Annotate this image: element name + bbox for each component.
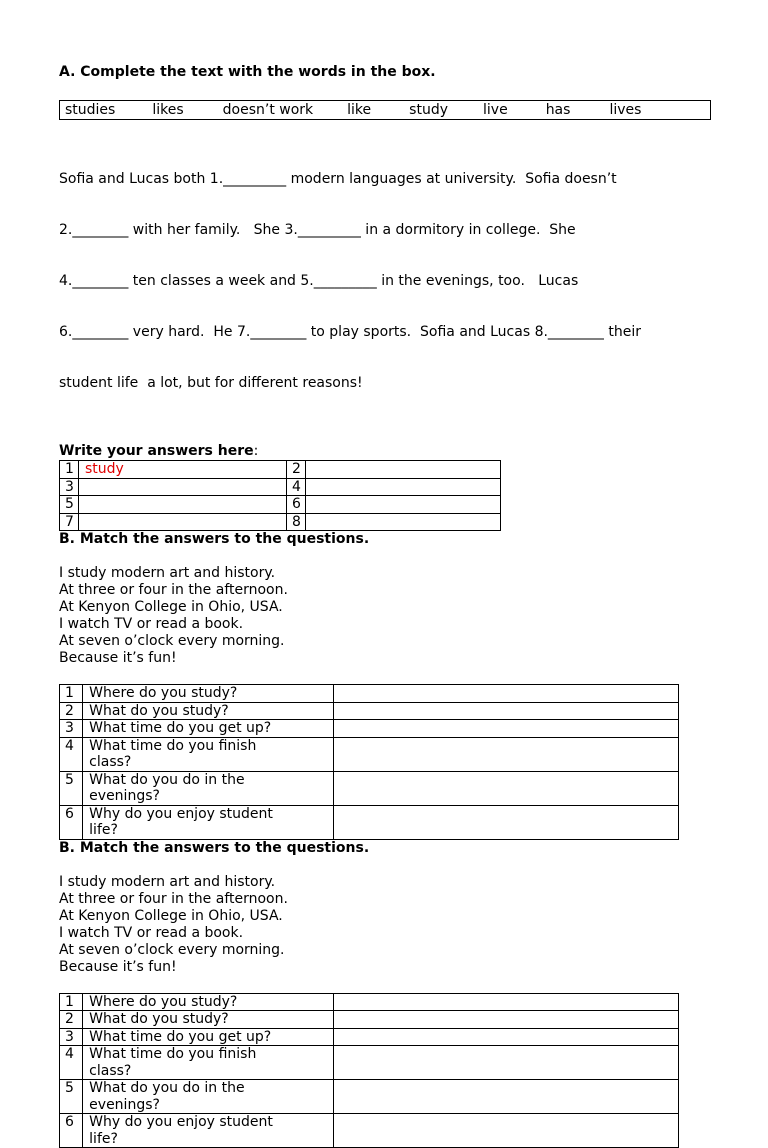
word: likes: [152, 102, 183, 118]
question-number: 2: [60, 1011, 83, 1029]
list-item: At seven o’clock every morning.: [59, 942, 719, 959]
answer-cell[interactable]: [334, 805, 679, 839]
list-item: At Kenyon College in Ohio, USA.: [59, 908, 719, 925]
question-cell: What do you study?: [83, 1011, 334, 1029]
answer-number: 5: [60, 496, 79, 514]
list-item: I study modern art and history.: [59, 565, 719, 582]
list-item: I watch TV or read a book.: [59, 616, 719, 633]
text-line: 2.________ with her family. She 3._________ in a dormitory in college. She: [59, 222, 719, 239]
question-number: 4: [60, 737, 83, 771]
answer-cell[interactable]: [334, 702, 679, 720]
question-number: 1: [60, 993, 83, 1011]
list-item: At Kenyon College in Ohio, USA.: [59, 599, 719, 616]
text-line: Sofia and Lucas both 1._________ modern languages at university. Sofia doesn’t: [59, 171, 719, 188]
word: doesn’t work: [223, 102, 314, 118]
question-cell: What do you study?: [83, 702, 334, 720]
section-a-heading: A. Complete the text with the words in the box.: [59, 64, 719, 81]
question-number: 3: [60, 720, 83, 738]
word: has: [546, 102, 571, 118]
question-number: 2: [60, 702, 83, 720]
list-item: At three or four in the afternoon.: [59, 582, 719, 599]
answer-number: 2: [287, 461, 306, 479]
answer-number: 1: [60, 461, 79, 479]
text-line: 4.________ ten classes a week and 5._________ in the evenings, too. Lucas: [59, 273, 719, 290]
table-row: [60, 993, 679, 1011]
answer-cell[interactable]: [334, 1114, 679, 1148]
answer-cell[interactable]: [334, 737, 679, 771]
question-number: 5: [60, 1080, 83, 1114]
answer-cell[interactable]: [334, 1046, 679, 1080]
answer-cell[interactable]: [306, 478, 501, 496]
table-row: [60, 1028, 679, 1046]
question-number: 6: [60, 1114, 83, 1148]
table-row: [60, 805, 679, 839]
answer-cell[interactable]: [79, 496, 287, 514]
section-b-heading: B. Match the answers to the questions.: [59, 531, 719, 548]
answer-list: [59, 874, 719, 976]
table-row: [60, 496, 501, 514]
answers-label: Write your answers here:: [59, 443, 719, 460]
question-number: 3: [60, 1028, 83, 1046]
list-item: At seven o’clock every morning.: [59, 633, 719, 650]
list-item: I watch TV or read a book.: [59, 925, 719, 942]
answer-list: [59, 565, 719, 667]
list-item: Because it’s fun!: [59, 959, 719, 976]
answer-cell[interactable]: [334, 993, 679, 1011]
text-line: student life a lot, but for different reasons!: [59, 375, 719, 392]
list-item: At three or four in the afternoon.: [59, 891, 719, 908]
word: study: [409, 102, 448, 118]
answer-cell[interactable]: [306, 496, 501, 514]
questions-table: [59, 684, 679, 840]
answer-number: 8: [287, 513, 306, 531]
question-cell: What do you do in the evenings?: [83, 771, 334, 805]
answer-cell[interactable]: [79, 478, 287, 496]
question-cell: Where do you study?: [83, 993, 334, 1011]
question-cell: Why do you enjoy student life?: [83, 805, 334, 839]
word: studies: [65, 102, 115, 118]
answer-cell[interactable]: [334, 771, 679, 805]
question-cell: What time do you get up?: [83, 1028, 334, 1046]
question-cell: What time do you finish class?: [83, 737, 334, 771]
question-number: 4: [60, 1046, 83, 1080]
gap-fill-text: [59, 137, 719, 426]
answer-cell[interactable]: [334, 720, 679, 738]
table-row: [60, 771, 679, 805]
question-number: 6: [60, 805, 83, 839]
table-row: [60, 685, 679, 703]
answers-table: [59, 460, 501, 531]
list-item: Because it’s fun!: [59, 650, 719, 667]
list-item: I study modern art and history.: [59, 874, 719, 891]
table-row: [60, 702, 679, 720]
word: lives: [609, 102, 641, 118]
answer-number: 4: [287, 478, 306, 496]
word: live: [483, 102, 508, 118]
table-row: [60, 513, 501, 531]
word: like: [347, 102, 371, 118]
table-row: [60, 478, 501, 496]
table-row: [60, 461, 501, 479]
answer-cell[interactable]: [334, 1028, 679, 1046]
question-cell: Where do you study?: [83, 685, 334, 703]
questions-table: [59, 993, 679, 1148]
answer-number: 6: [287, 496, 306, 514]
question-cell: What do you do in the evenings?: [83, 1080, 334, 1114]
question-number: 1: [60, 685, 83, 703]
question-cell: What time do you get up?: [83, 720, 334, 738]
table-row: [60, 1046, 679, 1080]
answer-cell[interactable]: [334, 685, 679, 703]
answer-cell[interactable]: study: [79, 461, 287, 479]
table-row: [60, 1011, 679, 1029]
question-cell: What time do you finish class?: [83, 1046, 334, 1080]
table-row: [60, 1080, 679, 1114]
question-cell: Why do you enjoy student life?: [83, 1114, 334, 1148]
table-row: [60, 720, 679, 738]
table-row: [60, 1114, 679, 1148]
question-number: 5: [60, 771, 83, 805]
answer-cell[interactable]: [306, 461, 501, 479]
answer-cell[interactable]: [306, 513, 501, 531]
section-b-1: [59, 531, 719, 840]
section-b-heading: B. Match the answers to the questions.: [59, 840, 719, 857]
worksheet: [59, 64, 719, 1148]
answer-cell[interactable]: [334, 1080, 679, 1114]
answer-number: 7: [60, 513, 79, 531]
answer-cell[interactable]: [334, 1011, 679, 1029]
section-b-2: [59, 840, 719, 1148]
table-row: [60, 737, 679, 771]
word-box: [59, 100, 711, 120]
answer-number: 3: [60, 478, 79, 496]
text-line: 6.________ very hard. He 7.________ to play sports. Sofia and Lucas 8.________ their: [59, 324, 719, 341]
answer-cell[interactable]: [79, 513, 287, 531]
